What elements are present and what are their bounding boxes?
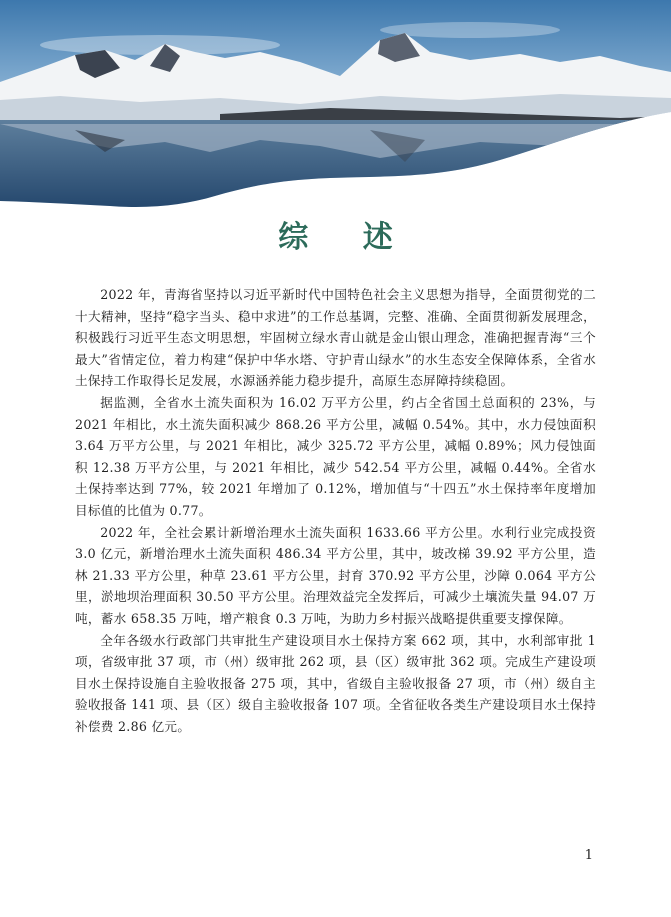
- header-landscape-image: [0, 0, 671, 210]
- paragraph-approvals: 全年各级水行政部门共审批生产建设项目水土保持方案 662 项，其中，水利部审批 1 项，省级审批 37 项，市（州）级审批 262 项，县（区）级审批 362 项。完成生产建设项目水土保持设施自主验收报备 275 项，其中，省级自主验收报备 27 项，市（州）级自主验收报备 141 项、县（区）级自主验收报备 107 项。全省征收各类生产建设项目水土保持补偿费 2.86 亿元。: [75, 632, 596, 734]
- paragraph-monitoring: 据监测，全省水土流失面积为 16.02 万平方公里，约占全省国土总面积的 23%，与 2021 年相比，水土流失面积减少 868.26 平方公里，减幅 0.54%。其中，水力侵蚀面积 3.64 万平方公里，与 2021 年相比，减少 325.72 平方公里，减幅 0.89%；风力侵蚀面积 12.38 万平方公里，与 2021 年相比，减少 542.54 平方公里，减幅 0.44%。全省水土保持率达到 77%，较 2021 年增加了 0.12%，增加值与“十四五”水土保持率年度增加目标值的比值为 0.77。: [75, 394, 596, 518]
- paragraph-overview: 2022 年，青海省坚持以习近平新时代中国特色社会主义思想为指导，全面贯彻党的二十大精神，坚持“稳字当头、稳中求进”的工作总基调，完整、准确、全面贯彻新发展理念，积极践行习近平生态文明思想，牢固树立绿水青山就是金山银山理念，准确把握青海“三个最大”省情定位，着力构建“保护中华水塔、守护青山绿水”的水生态安全保障体系，全省水土保持工作取得长足发展，水源涵养能力稳步提升，高原生态屏障持续稳固。: [75, 287, 596, 389]
- paragraph-treatment: 2022 年，全社会累计新增治理水土流失面积 1633.66 平方公里。水利行业完成投资 3.0 亿元，新增治理水土流失面积 486.34 平方公里，其中，坡改梯 39.92 平方公里，造林 21.33 平方公里，种草 23.61 平方公里，封育 370.92 平方公里，沙障 0.064 平方公里，淤地坝治理面积 30.50 平方公里。治理效益完全发挥后，可减少土壤流失量 94.07 万吨，蓄水 658.35 万吨，增产粮食 0.3 万吨，为助力乡村振兴战略提供重要支撑保障。: [75, 524, 596, 626]
- body-text: [75, 284, 596, 737]
- page-title: 综 述: [278, 220, 415, 255]
- page-number: 1: [584, 848, 593, 863]
